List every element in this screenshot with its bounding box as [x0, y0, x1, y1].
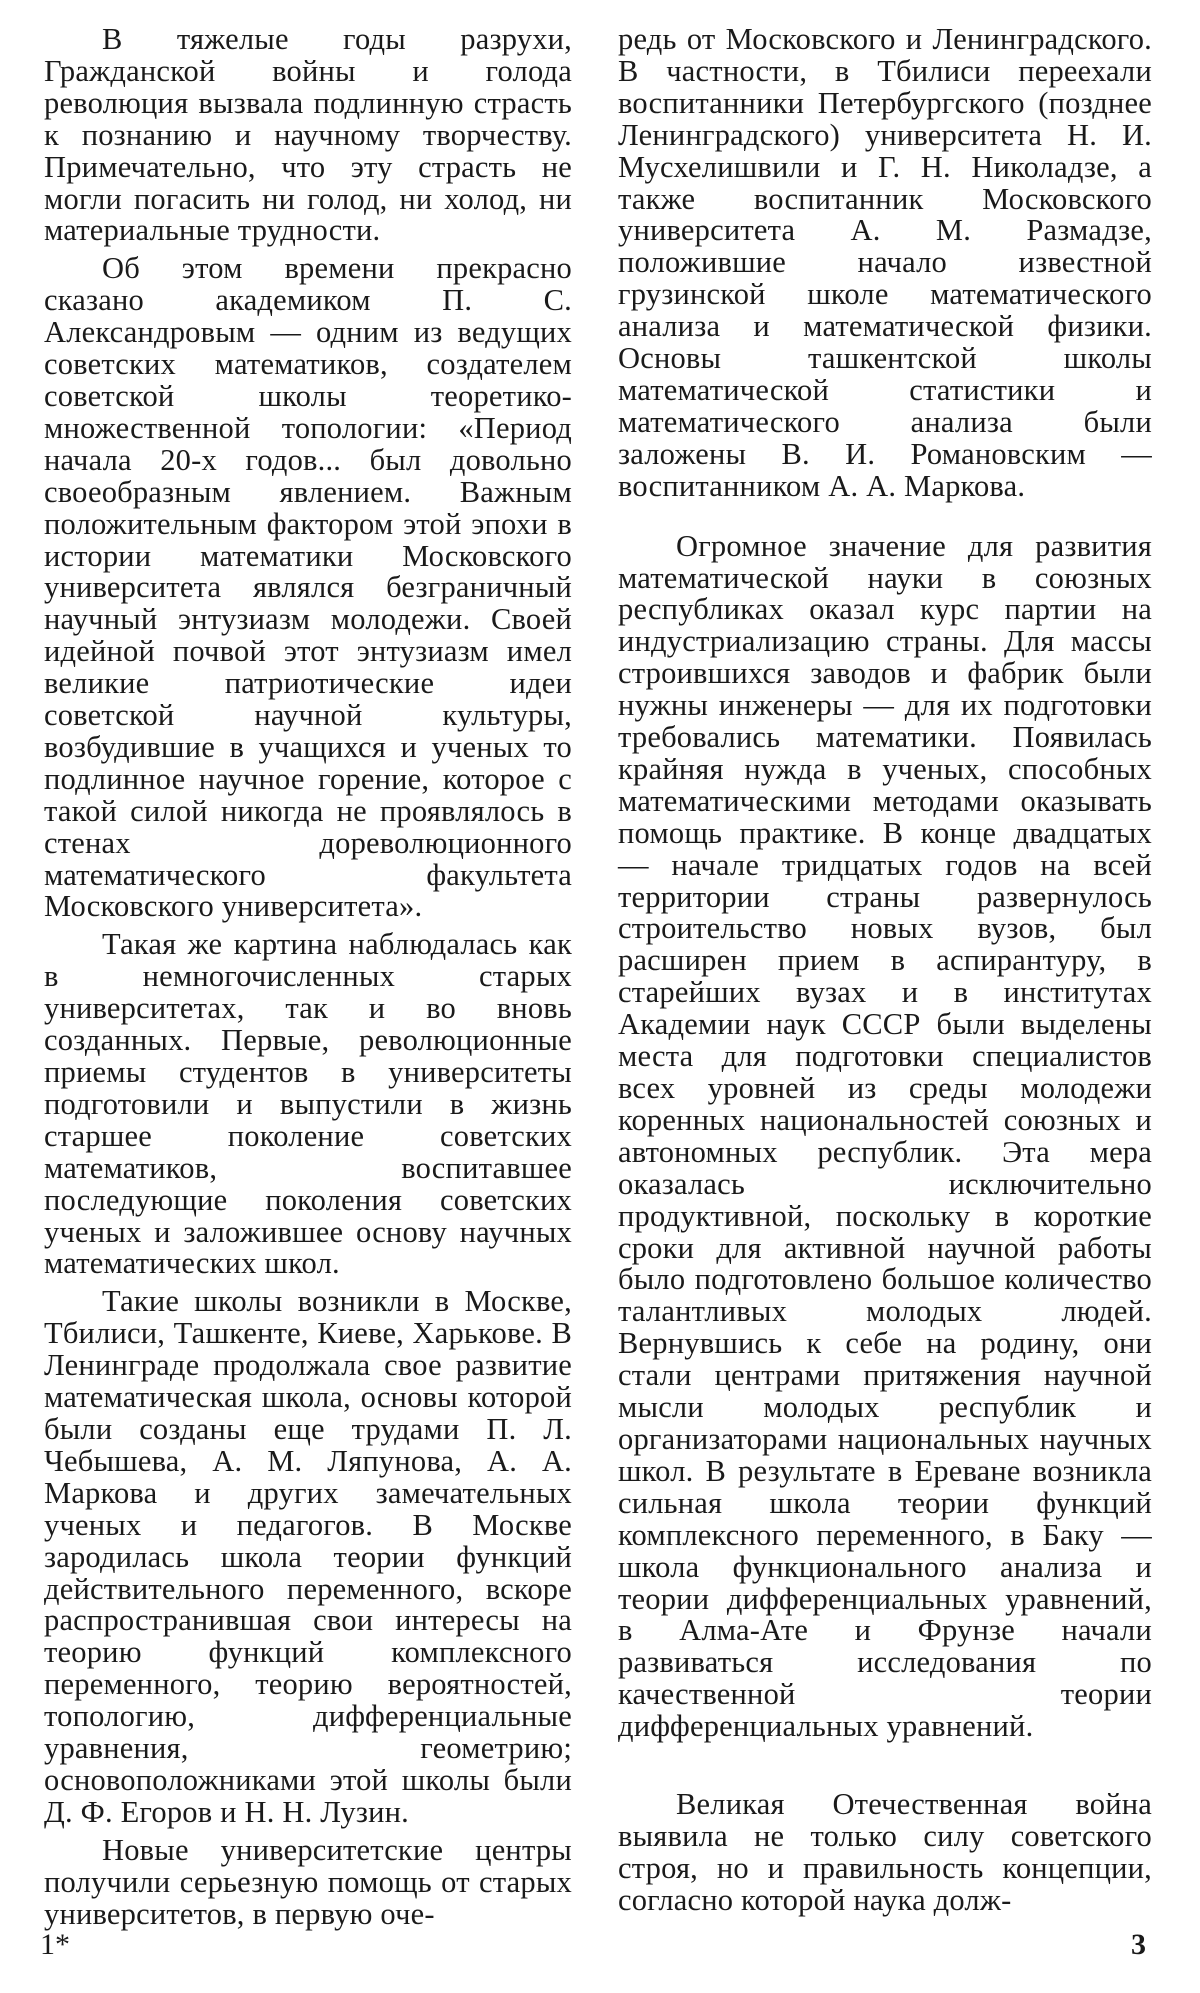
- paragraph: Такая же картина наблюдалась как в немногочисленных старых университетах, так и во вновь созданных. Первые, революционные приемы студентов в университеты подготовили и выпустили в жизнь старшее поколение советских математиков, воспитавшее последующие поколения советских ученых и заложившее основу научных математических школ.: [44, 927, 572, 1281]
- paragraph: Новые университетские центры получили серьезную помощь от старых университетов, в первую оче-: [44, 1832, 572, 1931]
- paragraph: Великая Отечественная война выявила не только силу советского строя, но и правильность концепции, согласно которой наука долж-: [618, 1787, 1152, 1917]
- left-column: [44, 24, 572, 1936]
- signature-mark: 1*: [40, 1928, 70, 1961]
- paragraph: В тяжелые годы разрухи, Гражданской войны и голода революция вызвала подлинную страсть к познанию и научному творчеству. Примечательно, что эту страсть не могли погасить ни голод, ни холод, ни материальные трудности.: [44, 22, 572, 248]
- page-number: 3: [1131, 1928, 1146, 1961]
- paragraph: Об этом времени прекрасно сказано академиком П. С. Александровым — одним из ведущих советских математиков, создателем советской школы теоретико-множественной топологии: «Период начала 20-х годов... был довольно своеобразным явлением. Важным положительным фактором этой эпохи в истории математики Московского университета являлся безграничный научный энтузиазм молодежи. Своей идейной почвой этот энтузиазм имел великие патриотические идеи советской научной культуры, возбудившие в учащихся и ученых то подлинное научное горение, которое с такой силой никогда не проявлялось в стенах дореволюционного математического факультета Московского университета».: [44, 251, 572, 924]
- paragraph: Такие школы возникли в Москве, Тбилиси, Ташкенте, Киеве, Харькове. В Ленинграде продолжала свое развитие математическая школа, основы которой были созданы еще трудами П. Л. Чебышева, А. М. Ляпунова, А. А. Маркова и других замечательных ученых и педагогов. В Москве зародилась школа теории функций действительного переменного, вскоре распространившая свои интересы на теорию функций комплексного переменного, теорию вероятностей, топологию, дифференциальные уравнения, геометрию; основоположниками этой школы были Д. Ф. Егоров и Н. Н. Лузин.: [44, 1284, 572, 1829]
- right-column: [618, 24, 1152, 1923]
- paragraph-continued: редь от Московского и Ленинградского. В частности, в Тбилиси переехали воспитанники Петербургского (позднее Ленинградского) университета Н. И. Мусхелишвили и Г. Н. Николадзе, а также воспитанник Московского университета А. М. Размадзе, положившие начало известной грузинской школе математического анализа и математической физики. Основы ташкентской школы математической статистики и математического анализа были заложены В. И. Романовским — воспитанником А. А. Маркова.: [618, 22, 1152, 503]
- paragraph: Огромное значение для развития математической науки в союзных республиках оказал курс партии на индустриализацию страны. Для массы строившихся заводов и фабрик были нужны инженеры — для их подготовки требовались математики. Появилась крайняя нужда в ученых, способных математическими методами оказывать помощь практике. В конце двадцатых — начале тридцатых годов на всей территории страны развернулось строительство новых вузов, был расширен прием в аспирантуру, в старейших вузах и в институтах Академии наук СССР были выделены места для подготовки специалистов всех уровней из среды молодежи коренных национальностей союзных и автономных республик. Эта мера оказалась исключительно продуктивной, поскольку в короткие сроки для активной научной работы было подготовлено большое количество талантливых молодых людей. Вернувшись к себе на родину, они стали центрами притяжения научной мысли молодых республик и организаторами национальных научных школ. В результате в Ереване возникла сильная школа теории функций комплексного переменного, в Баку — школа функционального анализа и теории дифференциальных уравнений, в Алма-Ате и Фрунзе начали развиваться исследования по качественной теории дифференциальных уравнений.: [618, 528, 1152, 1744]
